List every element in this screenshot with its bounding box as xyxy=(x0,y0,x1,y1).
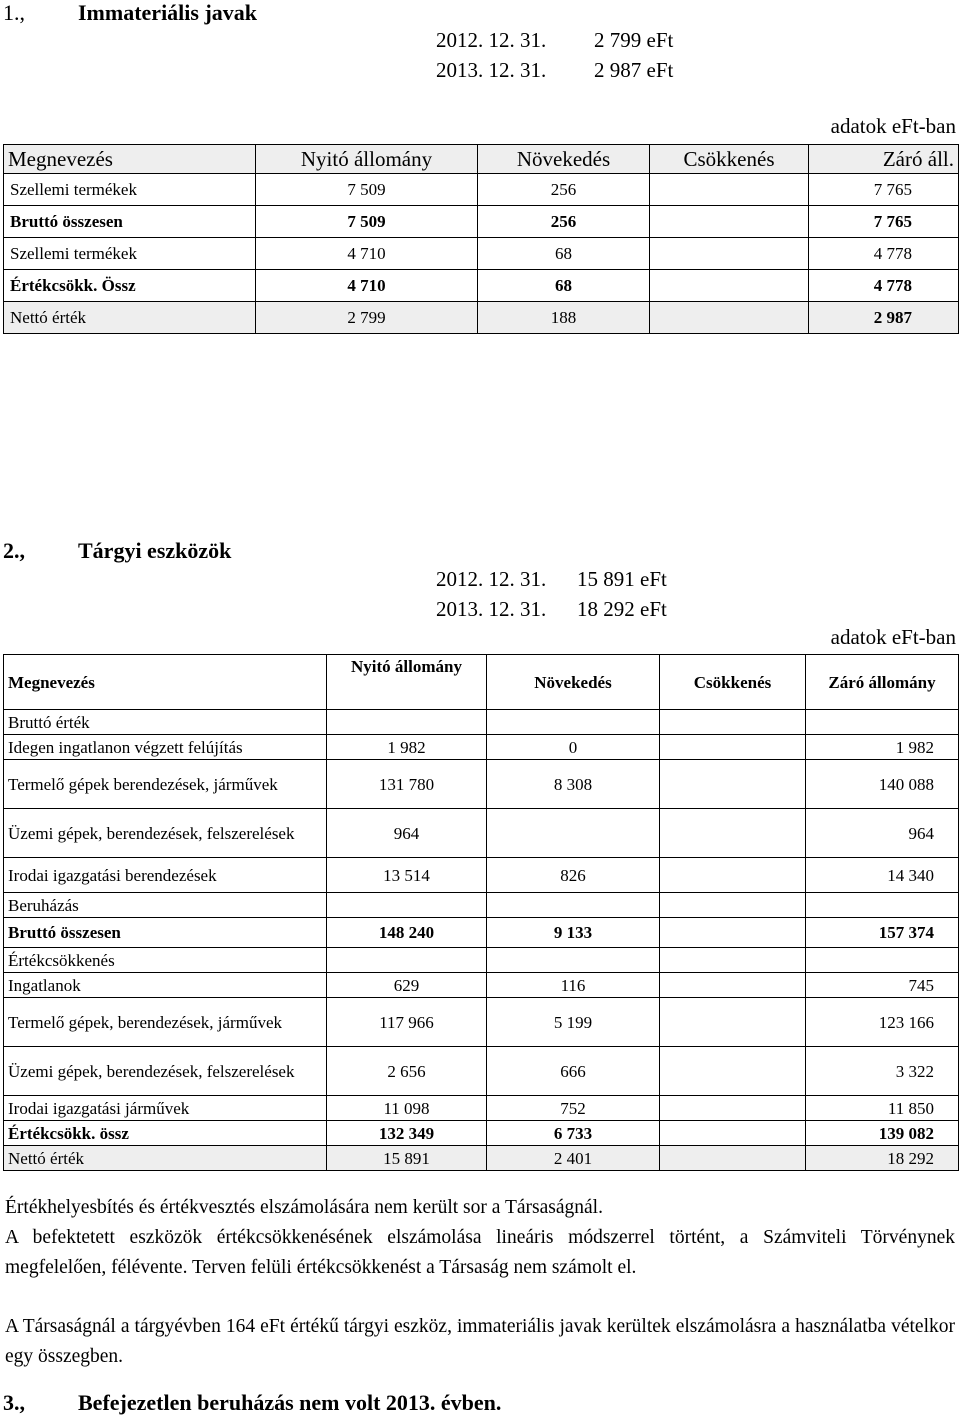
cell-decrease xyxy=(660,973,806,998)
cell-open: 117 966 xyxy=(327,998,487,1047)
cell-open: 148 240 xyxy=(327,918,487,948)
cell-close xyxy=(806,948,959,973)
section3-title: Befejezetlen beruházás nem volt 2013. évben. xyxy=(78,1390,502,1415)
cell-close: 7 765 xyxy=(809,206,959,238)
cell-decrease xyxy=(650,174,809,206)
column-header: Nyitó állomány xyxy=(256,145,478,174)
cell-decrease xyxy=(660,998,806,1047)
section2-unit: adatok eFt-ban xyxy=(830,625,956,649)
cell-open: 13 514 xyxy=(327,858,487,893)
cell-increase xyxy=(487,948,660,973)
row-label: Termelő gépek berendezések, járművek xyxy=(4,760,327,809)
row-label: Üzemi gépek, berendezések, felszerelések xyxy=(4,1047,327,1096)
cell-decrease xyxy=(660,948,806,973)
cell-decrease xyxy=(660,760,806,809)
table-row xyxy=(4,1146,959,1171)
row-label: Nettó érték xyxy=(4,1146,327,1171)
table-row xyxy=(4,206,959,238)
cell-open: 131 780 xyxy=(327,760,487,809)
cell-open: 7 509 xyxy=(256,174,478,206)
row-label: Szellemi termékek xyxy=(4,174,256,206)
cell-open: 15 891 xyxy=(327,1146,487,1171)
table-header-row xyxy=(4,145,959,174)
row-label: Bruttó érték xyxy=(4,710,327,735)
cell-open: 7 509 xyxy=(256,206,478,238)
cell-open: 11 098 xyxy=(327,1096,487,1121)
row-label: Értékcsökk. Össz xyxy=(4,270,256,302)
note-paragraph: A befektetett eszközök értékcsökkenésének elszámolása lineáris módszerrel történt, a Számviteli Törvénynek megfelelően, félévente. Terven felüli értékcsökkenést a Társaság nem számolt el. xyxy=(5,1227,955,1278)
cell-close xyxy=(806,893,959,918)
row-label: Bruttó összesen xyxy=(4,918,327,948)
cell-close: 3 322 xyxy=(806,1047,959,1096)
cell-increase: 9 133 xyxy=(487,918,660,948)
column-header: Csökkenés xyxy=(660,655,806,710)
cell-close: 4 778 xyxy=(809,238,959,270)
section2-year1-date: 2012. 12. 31. xyxy=(436,567,547,591)
cell-increase xyxy=(487,710,660,735)
column-header: Záró állomány xyxy=(806,655,959,710)
table-row xyxy=(4,760,959,809)
table-row xyxy=(4,998,959,1047)
column-header: Nyitó állomány xyxy=(327,655,487,710)
cell-open xyxy=(327,893,487,918)
table-header-row xyxy=(4,655,959,710)
table-row xyxy=(4,918,959,948)
cell-open xyxy=(327,948,487,973)
column-header: Megnevezés xyxy=(4,145,256,174)
cell-open: 2 656 xyxy=(327,1047,487,1096)
cell-increase: 188 xyxy=(478,302,650,334)
section2-number: 2., xyxy=(3,538,25,563)
cell-decrease xyxy=(650,206,809,238)
cell-decrease xyxy=(660,1096,806,1121)
cell-open: 629 xyxy=(327,973,487,998)
cell-close: 964 xyxy=(806,809,959,858)
cell-increase: 826 xyxy=(487,858,660,893)
cell-increase: 752 xyxy=(487,1096,660,1121)
cell-close xyxy=(806,710,959,735)
note-paragraph: A Társaságnál a tárgyévben 164 eFt értékű tárgyi eszköz, immateriális javak kerültek elszámolásra a használatba vételkor egy összegben. xyxy=(5,1316,955,1367)
cell-open: 4 710 xyxy=(256,270,478,302)
table-row xyxy=(4,1121,959,1146)
cell-open: 4 710 xyxy=(256,238,478,270)
cell-close: 157 374 xyxy=(806,918,959,948)
section1-year2-date: 2013. 12. 31. xyxy=(436,58,547,82)
table-row xyxy=(4,174,959,206)
section1-year1-date: 2012. 12. 31. xyxy=(436,28,547,52)
section2-title: Tárgyi eszközök xyxy=(78,538,232,563)
row-label: Ingatlanok xyxy=(4,973,327,998)
table-row xyxy=(4,735,959,760)
column-header: Növekedés xyxy=(478,145,650,174)
cell-increase: 8 308 xyxy=(487,760,660,809)
cell-close: 745 xyxy=(806,973,959,998)
table-row xyxy=(4,710,959,735)
column-header: Záró áll. xyxy=(809,145,959,174)
cell-increase: 68 xyxy=(478,238,650,270)
cell-decrease xyxy=(650,238,809,270)
cell-increase: 256 xyxy=(478,206,650,238)
row-label: Irodai igazgatási járművek xyxy=(4,1096,327,1121)
row-label: Nettó érték xyxy=(4,302,256,334)
cell-close: 140 088 xyxy=(806,760,959,809)
cell-decrease xyxy=(660,1146,806,1171)
cell-decrease xyxy=(660,710,806,735)
cell-increase: 68 xyxy=(478,270,650,302)
row-label: Értékcsökk. össz xyxy=(4,1121,327,1146)
cell-open: 2 799 xyxy=(256,302,478,334)
row-label: Beruházás xyxy=(4,893,327,918)
cell-close: 2 987 xyxy=(809,302,959,334)
cell-open: 1 982 xyxy=(327,735,487,760)
cell-increase: 6 733 xyxy=(487,1121,660,1146)
table-row xyxy=(4,973,959,998)
cell-open: 964 xyxy=(327,809,487,858)
section2-year1-value: 15 891 eFt xyxy=(577,567,667,591)
section1-year2-value: 2 987 eFt xyxy=(594,58,674,82)
cell-open xyxy=(327,710,487,735)
table-row xyxy=(4,1047,959,1096)
cell-close: 4 778 xyxy=(809,270,959,302)
table-row xyxy=(4,238,959,270)
section2-year2-value: 18 292 eFt xyxy=(577,597,667,621)
section1-number: 1., xyxy=(3,0,25,25)
cell-decrease xyxy=(660,1047,806,1096)
cell-close: 11 850 xyxy=(806,1096,959,1121)
note-paragraph: Értékhelyesbítés és értékvesztés elszámolására nem került sor a Társaságnál. xyxy=(5,1197,603,1218)
row-label: Üzemi gépek, berendezések, felszerelések xyxy=(4,809,327,858)
row-label: Termelő gépek, berendezések, járművek xyxy=(4,998,327,1047)
table-row xyxy=(4,858,959,893)
table-row xyxy=(4,893,959,918)
column-header: Növekedés xyxy=(487,655,660,710)
table-row xyxy=(4,302,959,334)
cell-increase xyxy=(487,893,660,918)
section3-number: 3., xyxy=(3,1390,25,1415)
cell-increase: 0 xyxy=(487,735,660,760)
row-label: Szellemi termékek xyxy=(4,238,256,270)
column-header: Csökkenés xyxy=(650,145,809,174)
cell-decrease xyxy=(660,858,806,893)
cell-close: 123 166 xyxy=(806,998,959,1047)
cell-decrease xyxy=(660,1121,806,1146)
cell-increase: 666 xyxy=(487,1047,660,1096)
cell-increase: 116 xyxy=(487,973,660,998)
table-row xyxy=(4,1096,959,1121)
cell-increase: 5 199 xyxy=(487,998,660,1047)
row-label: Értékcsökkenés xyxy=(4,948,327,973)
cell-close: 7 765 xyxy=(809,174,959,206)
section2-year2-date: 2013. 12. 31. xyxy=(436,597,547,621)
tangible-assets-table xyxy=(3,654,959,1171)
cell-open: 132 349 xyxy=(327,1121,487,1146)
section1-year1-value: 2 799 eFt xyxy=(594,28,674,52)
cell-increase xyxy=(487,809,660,858)
cell-increase: 2 401 xyxy=(487,1146,660,1171)
cell-close: 18 292 xyxy=(806,1146,959,1171)
row-label: Irodai igazgatási berendezések xyxy=(4,858,327,893)
row-label: Idegen ingatlanon végzett felújítás xyxy=(4,735,327,760)
cell-close: 139 082 xyxy=(806,1121,959,1146)
section1-unit: adatok eFt-ban xyxy=(830,114,956,138)
intangible-assets-table xyxy=(3,144,959,334)
cell-decrease xyxy=(660,735,806,760)
table-row xyxy=(4,809,959,858)
cell-increase: 256 xyxy=(478,174,650,206)
cell-decrease xyxy=(660,918,806,948)
cell-decrease xyxy=(650,270,809,302)
cell-decrease xyxy=(650,302,809,334)
column-header: Megnevezés xyxy=(4,655,327,710)
table-row xyxy=(4,270,959,302)
cell-decrease xyxy=(660,893,806,918)
section1-title: Immateriális javak xyxy=(78,0,258,25)
row-label: Bruttó összesen xyxy=(4,206,256,238)
cell-close: 1 982 xyxy=(806,735,959,760)
cell-decrease xyxy=(660,809,806,858)
table-row xyxy=(4,948,959,973)
cell-close: 14 340 xyxy=(806,858,959,893)
